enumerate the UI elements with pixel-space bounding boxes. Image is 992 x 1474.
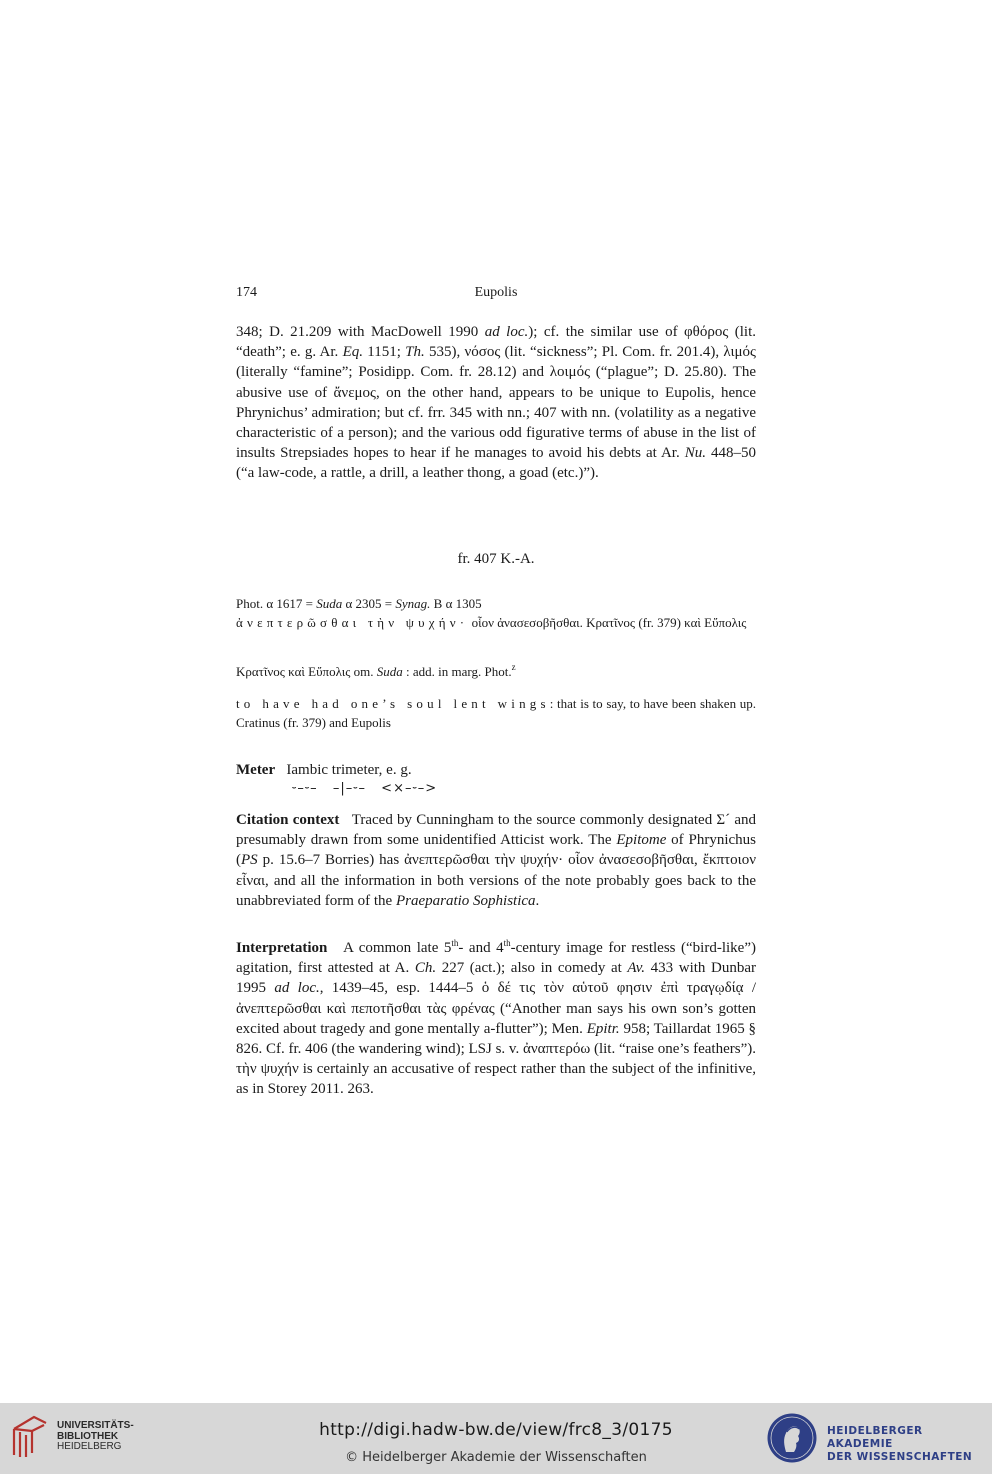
text-run: : that is to say, to have been shaken up. Cratinus (fr. 379) and Eupolis <box>236 696 756 730</box>
footer-bar <box>0 1403 992 1474</box>
permalink-url[interactable]: http://digi.hadw-bw.de/view/frc8_3/0175 <box>319 1420 673 1440</box>
interpretation-section <box>236 938 756 1100</box>
text-run: 448–50 (“a law-code, a rattle, a drill, a leather thong, a goad (etc.)”). <box>236 445 757 482</box>
translation-lemma-spaced: to have had one’s soul lent wings <box>236 696 550 711</box>
copyright-notice: © Heidelberger Akademie der Wissenschaften <box>345 1450 647 1465</box>
text-run: -century image for restless (“bird-like”) agitation, first attested at A. <box>236 940 756 977</box>
fragment-heading: fr. 407 K.-A. <box>457 551 535 567</box>
academy-seal-icon[interactable] <box>766 1412 818 1464</box>
citation-context-section <box>236 810 756 911</box>
italic-run: Suda <box>376 664 403 679</box>
text-run: B α 1305 <box>430 596 482 611</box>
text-run: . <box>535 892 540 909</box>
text-run: Iambic trimeter, e. g. <box>286 762 412 778</box>
running-head <box>236 285 756 305</box>
running-title: Eupolis <box>474 285 518 300</box>
page-number: 174 <box>236 285 257 300</box>
meter-section <box>236 760 756 780</box>
text-run: ); cf. the similar use of φθόρος (lit. “death”; e. g. Ar. <box>236 324 756 361</box>
meter-pattern <box>292 781 447 796</box>
hadw-line: HEIDELBERGER AKADEMIE <box>827 1425 923 1450</box>
ub-line: UNIVERSITÄTS- <box>57 1420 134 1431</box>
superscript: th <box>451 938 459 948</box>
ub-line: HEIDELBERG <box>57 1441 122 1452</box>
text-run: Phot. α 1617 = <box>236 596 317 611</box>
text-run: 227 (act.); also in comedy at <box>436 960 628 977</box>
italic-run: Ch. <box>414 960 437 977</box>
meter-pattern-part: –|–⏑– <box>332 781 367 796</box>
italic-run: Th. <box>405 344 425 361</box>
text-run: οἷον ἀνασεσοβῆσθαι. Κρατῖνος (fr. 379) καὶ Εὔπολις <box>468 615 747 630</box>
section-label: Interpretation <box>236 940 328 956</box>
superscript: z <box>511 662 516 672</box>
section-label: Meter <box>236 762 276 778</box>
italic-run: PS <box>241 852 258 869</box>
hadw-line: DER WISSENSCHAFTEN <box>827 1451 973 1463</box>
text-run: A common late 5 <box>343 940 452 956</box>
italic-run: ad loc. <box>484 324 529 340</box>
source-testimonium <box>236 594 756 632</box>
text-run: 348; D. 21.209 with MacDowell 1990 <box>236 324 485 340</box>
text-run: , 1439–45, esp. 1444–5 ὁ δέ τις τὸν αὑτοῦ φησιν ἐπὶ τραγῳδίᾳ / ἀνεπτερῶσθαι καὶ πεποτῆσθαι τὰς φρένας (“Another man says his own son’s gotten excited about tragedy and gone mentally a-flutter”); Men. <box>236 980 757 1037</box>
translation <box>236 694 756 732</box>
text-run: 958; Taillardat 1965 § 826. Cf. fr. 406 (the wandering wind); LSJ s. v. ἀναπτερόω (lit. “raise one’s feathers”). τὴν ψυχήν is certainly an accusative of respect rather than the subject of the infinitive, as in Storey 2011. 263. <box>236 1020 756 1098</box>
text-run: : add. in marg. Phot. <box>402 664 512 679</box>
academy-name[interactable] <box>827 1425 992 1464</box>
text-run: 1151; <box>363 344 406 361</box>
text-run: Κρατῖνος καὶ Εὔπολις om. <box>236 664 377 679</box>
lemma-spaced: ἀνεπτερῶσθαι τὴν ψυχήν· <box>236 615 469 630</box>
italic-run: Synag. <box>395 596 431 611</box>
commentary-paragraph <box>236 322 756 484</box>
text-run: Traced by Cunningham to the source commonly designated Σ´ and presumably drawn from some unidentified Atticist work. The <box>236 812 756 849</box>
text-run: p. 15.6–7 Borries) has ἀνεπτερῶσθαι τὴν ψυχήν· οἷον ἀνασεσοβῆσθαι, ἔκπτοιον εἶναι, and all the information in both versions of the note probably goes back to the unabbreviated form of the <box>236 852 756 909</box>
italic-run: Av. <box>627 960 646 977</box>
italic-run: Epitome <box>616 832 667 849</box>
italic-run: Nu. <box>684 445 706 462</box>
meter-pattern-part: ⏑–⏑– <box>292 781 318 796</box>
text-run: 535), νόσος (lit. “sickness”; Pl. Com. fr. 201.4), λιμός (literally “famine”; Posidipp. Com. fr. 28.12) and λοιμός (“plague”; D. 25.80). The abusive use of ἄνεμος, on the other hand, appears to be unique to Eupolis, hence Phrynichus’ admiration; but cf. frr. 345 with nn.; 407 with nn. (volatility as a negative characteristic of a person); and the various odd figurative terms of abuse in the list of insults Strepsiades hopes to hear if he manages to avoid his debts at Ar. <box>236 344 756 462</box>
superscript: th <box>503 938 511 948</box>
italic-run: Epitr. <box>586 1020 620 1037</box>
italic-run: Praeparatio Sophistica <box>395 892 536 909</box>
meter-pattern-part: <×–⏑–> <box>381 781 438 796</box>
text-run: α 2305 = <box>342 596 396 611</box>
section-label: Citation context <box>236 812 340 828</box>
text-run: of Phrynichus ( <box>236 832 757 869</box>
critical-apparatus <box>236 662 756 681</box>
ub-line: BIBLIOTHEK <box>57 1430 119 1442</box>
text-run: - and 4 <box>458 940 504 956</box>
text-run: 433 with Dunbar 1995 <box>236 960 756 997</box>
italic-run: Suda <box>316 596 343 611</box>
italic-run: ad loc. <box>274 980 320 997</box>
italic-run: Eq. <box>342 344 363 361</box>
